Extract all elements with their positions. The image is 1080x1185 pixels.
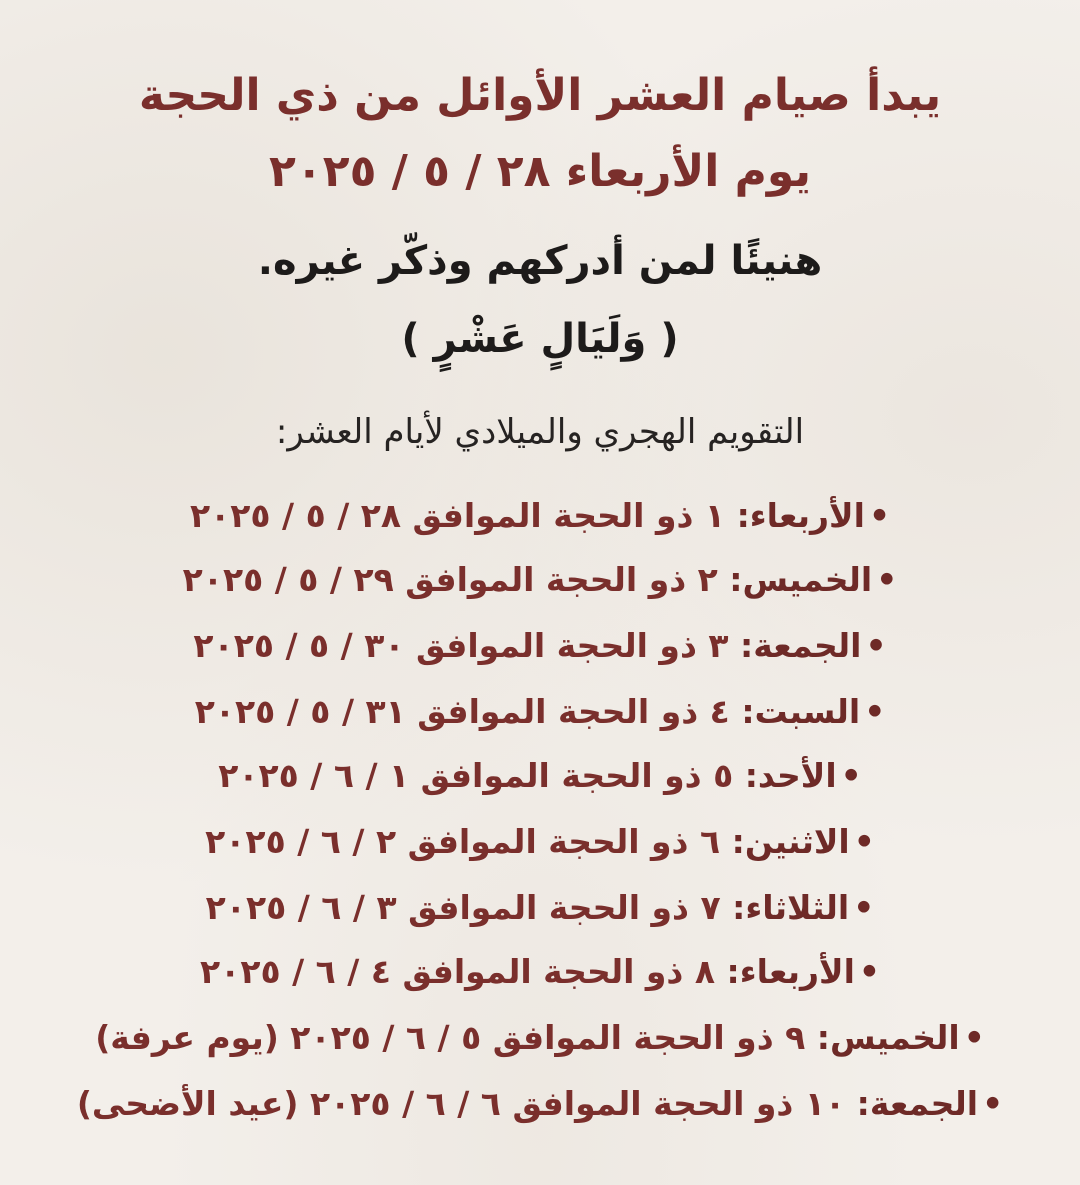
bullet-icon: •	[840, 756, 862, 795]
day-name: الجمعة:	[856, 1084, 979, 1123]
list-item	[0, 952, 1080, 991]
list-item	[0, 560, 1080, 599]
day-name: الاثنين:	[731, 822, 850, 861]
calendar-intro: التقويم الهجري والميلادي لأيام العشر:	[275, 412, 805, 452]
list-item	[0, 1084, 1080, 1123]
day-name: الأربعاء:	[736, 496, 865, 535]
heading-line-2: يوم الأربعاء ٢٨ / ٥ / ٢٠٢٥	[269, 146, 811, 197]
date-text: ٣ ذو الحجة الموافق ٣٠ / ٥ / ٢٠٢٥	[193, 626, 729, 665]
date-text: ٤ ذو الحجة الموافق ٣١ / ٥ / ٢٠٢٥	[194, 692, 730, 731]
list-item	[0, 888, 1080, 927]
day-name: الأربعاء:	[726, 952, 855, 991]
bullet-icon: •	[963, 1018, 985, 1057]
date-text: ٩ ذو الحجة الموافق ٥ / ٦ / ٢٠٢٥ (يوم عرفة)	[95, 1018, 806, 1057]
bullet-icon: •	[853, 822, 875, 861]
date-text: ٦ ذو الحجة الموافق ٢ / ٦ / ٢٠٢٥	[205, 822, 721, 861]
day-name: الخميس:	[816, 1018, 960, 1057]
date-text: ١ ذو الحجة الموافق ٢٨ / ٥ / ٢٠٢٥	[189, 496, 726, 535]
day-name: الجمعة:	[740, 626, 862, 665]
date-text: ٥ ذو الحجة الموافق ١ / ٦ / ٢٠٢٥	[218, 756, 734, 795]
bullet-icon: •	[876, 560, 898, 599]
list-item	[0, 1018, 1080, 1057]
bullet-icon: •	[864, 692, 886, 731]
list-item	[0, 822, 1080, 861]
bullet-icon: •	[853, 888, 875, 927]
day-name: السبت:	[741, 692, 861, 731]
list-item	[0, 496, 1080, 535]
heading-line-1: يبدأ صيام العشر الأوائل من ذي الحجة	[138, 70, 942, 121]
date-text: ٢ ذو الحجة الموافق ٢٩ / ٥ / ٢٠٢٥	[182, 560, 718, 599]
bullet-icon: •	[865, 626, 887, 665]
list-item	[0, 756, 1080, 795]
date-text: ١٠ ذو الحجة الموافق ٦ / ٦ / ٢٠٢٥ (عيد الأضحى)	[76, 1084, 846, 1123]
congrats-line: هنيئًا لمن أدركهم وذكّر غيره.	[257, 238, 823, 284]
bullet-icon: •	[982, 1084, 1004, 1123]
bullet-icon: •	[858, 952, 880, 991]
day-name: الأحد:	[744, 756, 837, 795]
date-text: ٨ ذو الحجة الموافق ٤ / ٦ / ٢٠٢٥	[200, 952, 716, 991]
list-item	[0, 692, 1080, 731]
list-item	[0, 626, 1080, 665]
date-text: ٧ ذو الحجة الموافق ٣ / ٦ / ٢٠٢٥	[205, 888, 721, 927]
day-name: الخميس:	[729, 560, 873, 599]
day-name: الثلاثاء:	[732, 888, 850, 927]
verse-line: ( وَلَيَالٍ عَشْرٍ )	[401, 316, 679, 362]
bullet-icon: •	[868, 496, 891, 535]
